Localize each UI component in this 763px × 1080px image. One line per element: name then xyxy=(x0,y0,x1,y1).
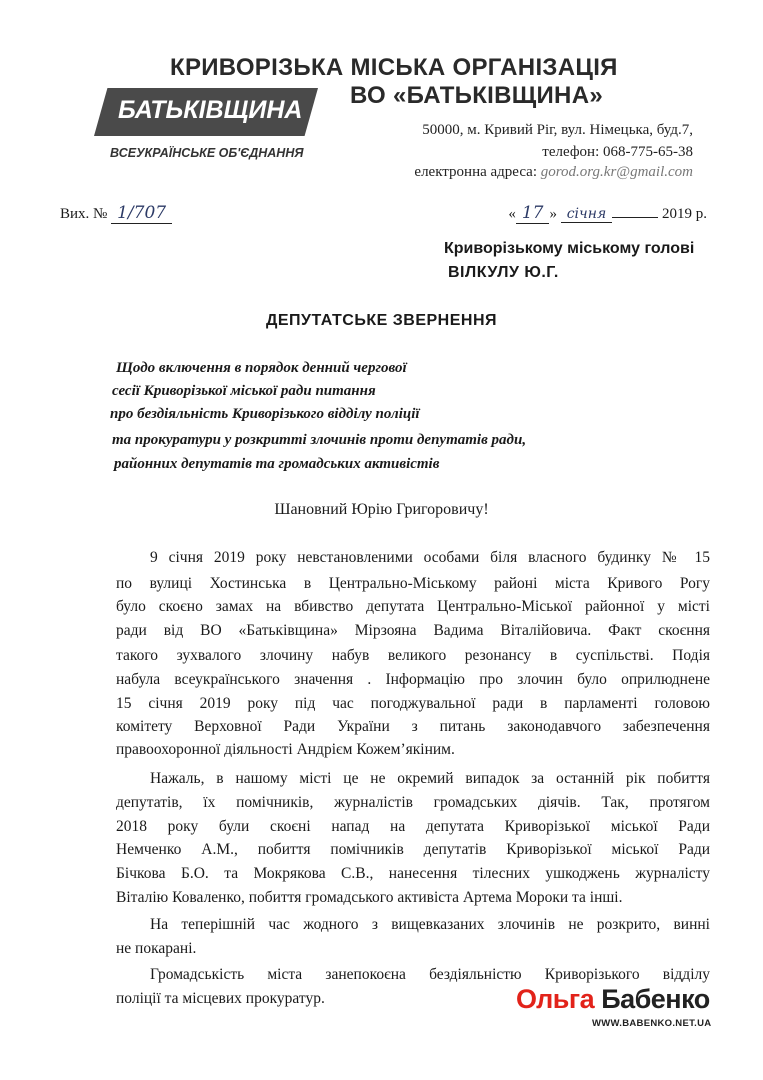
org-phone: телефон: 068-775-65-38 xyxy=(542,144,693,160)
date-day: 17 xyxy=(516,204,550,224)
body-line: 15 січня 2019 року під час погоджувальної ради в парламенті головою xyxy=(116,695,710,712)
salutation: Шановний Юрію Григоровичу! xyxy=(274,501,489,518)
body-line: Нажаль, в нашому місті це не окремий випадок за останній рік побиття xyxy=(150,770,710,787)
subject-line: Щодо включення в порядок денний чергової xyxy=(116,360,407,376)
body-line: поліції та місцевих прокуратур. xyxy=(116,990,325,1007)
watermark-first-name: Ольга xyxy=(516,984,595,1014)
body-line: комітету Верховної Ради України з питань законодавчого забезпечення xyxy=(116,718,710,735)
body-line: такого зухвалого злочину набув великого резонансу в суспільстві. Подія xyxy=(116,647,710,664)
body-line: по вулиці Хостинська в Центрально-Міському районі міста Кривого Рогу xyxy=(116,575,710,592)
outgoing-number-value: 1/707 xyxy=(111,204,172,224)
org-name-line1: КРИВОРІЗЬКА МІСЬКА ОРГАНІЗАЦІЯ xyxy=(170,54,618,81)
party-logo-subtitle: ВСЕУКРАЇНСЬКЕ ОБ'ЄДНАННЯ xyxy=(110,146,304,160)
body-line: набула всеукраїнського значення . Інформацію про злочин було оприлюднене xyxy=(116,671,710,688)
email-label: електронна адреса: xyxy=(414,164,537,180)
document-title: ДЕПУТАТСЬКЕ ЗВЕРНЕННЯ xyxy=(265,312,497,329)
body-line: правоохоронної діяльності Андрієм Кожем’якіним. xyxy=(116,741,455,758)
date-quote-close: » xyxy=(549,206,557,222)
watermark-last-name: Бабенко xyxy=(601,984,710,1014)
body-line: Бічкова Б.О. та Мокрякова С.В., нанесення тілесних ушкоджень журналісту xyxy=(116,865,710,882)
recipient-name: ВІЛКУЛУ Ю.Г. xyxy=(448,264,559,281)
body-line: ради від ВО «Батьківщина» Мірзояна Вадима Віталійовича. Факт скоєння xyxy=(116,622,710,639)
party-logo-text: БАТЬКІВЩИНА xyxy=(118,96,303,124)
email-address: gorod.org.kr@gmail.com xyxy=(540,164,693,180)
org-address: 50000, м. Кривий Ріг, вул. Німецька, буд.7, xyxy=(422,122,693,138)
outgoing-date xyxy=(508,204,707,224)
body-line: Віталію Коваленко, побиття громадського активіста Артема Мороки та інші. xyxy=(116,889,623,906)
body-line: На теперішній час жодного з вищевказаних злочинів не розкрито, винні xyxy=(150,916,710,933)
body-line: Громадськість міста занепокоєна бездіяльністю Криворізького відділу xyxy=(150,966,710,983)
outgoing-number xyxy=(60,204,172,224)
subject-line: сесії Криворізької міської ради питання xyxy=(112,383,376,399)
recipient-position: Криворізькому міському голові xyxy=(444,240,695,257)
date-month-underline xyxy=(612,217,658,218)
body-line: 9 січня 2019 року невстановленими особами біля власного будинку № 15 xyxy=(150,549,710,566)
date-year: 2019 р. xyxy=(662,206,707,222)
body-line: було скоєно замах на вбивство депутата Центрально-Міської районної у місті xyxy=(116,598,710,615)
subject-line: про бездіяльність Криворізького відділу поліції xyxy=(110,406,420,422)
subject-line: районних депутатів та громадських активістів xyxy=(114,456,440,472)
org-name-line2: ВО «БАТЬКІВЩИНА» xyxy=(350,82,603,109)
date-quote-open: « xyxy=(508,206,516,222)
org-email-line xyxy=(414,164,693,181)
body-line: депутатів, їх помічників, журналістів громадських діячів. Так, протягом xyxy=(116,794,710,811)
date-month: січня xyxy=(561,207,613,223)
body-line: не покарані. xyxy=(116,940,197,957)
body-line: 2018 року були скоєні напад на депутата Криворізької міської Ради xyxy=(116,818,710,835)
watermark-name xyxy=(516,984,710,1015)
subject-line: та прокуратури у розкритті злочинів проти депутатів ради, xyxy=(112,432,527,448)
watermark-url: WWW.BABENKO.NET.UA xyxy=(592,1018,712,1029)
outgoing-number-label: Вих. № xyxy=(60,206,108,222)
body-line: Немченко А.М., побиття помічників депутатів Криворізької міської Ради xyxy=(116,841,710,858)
